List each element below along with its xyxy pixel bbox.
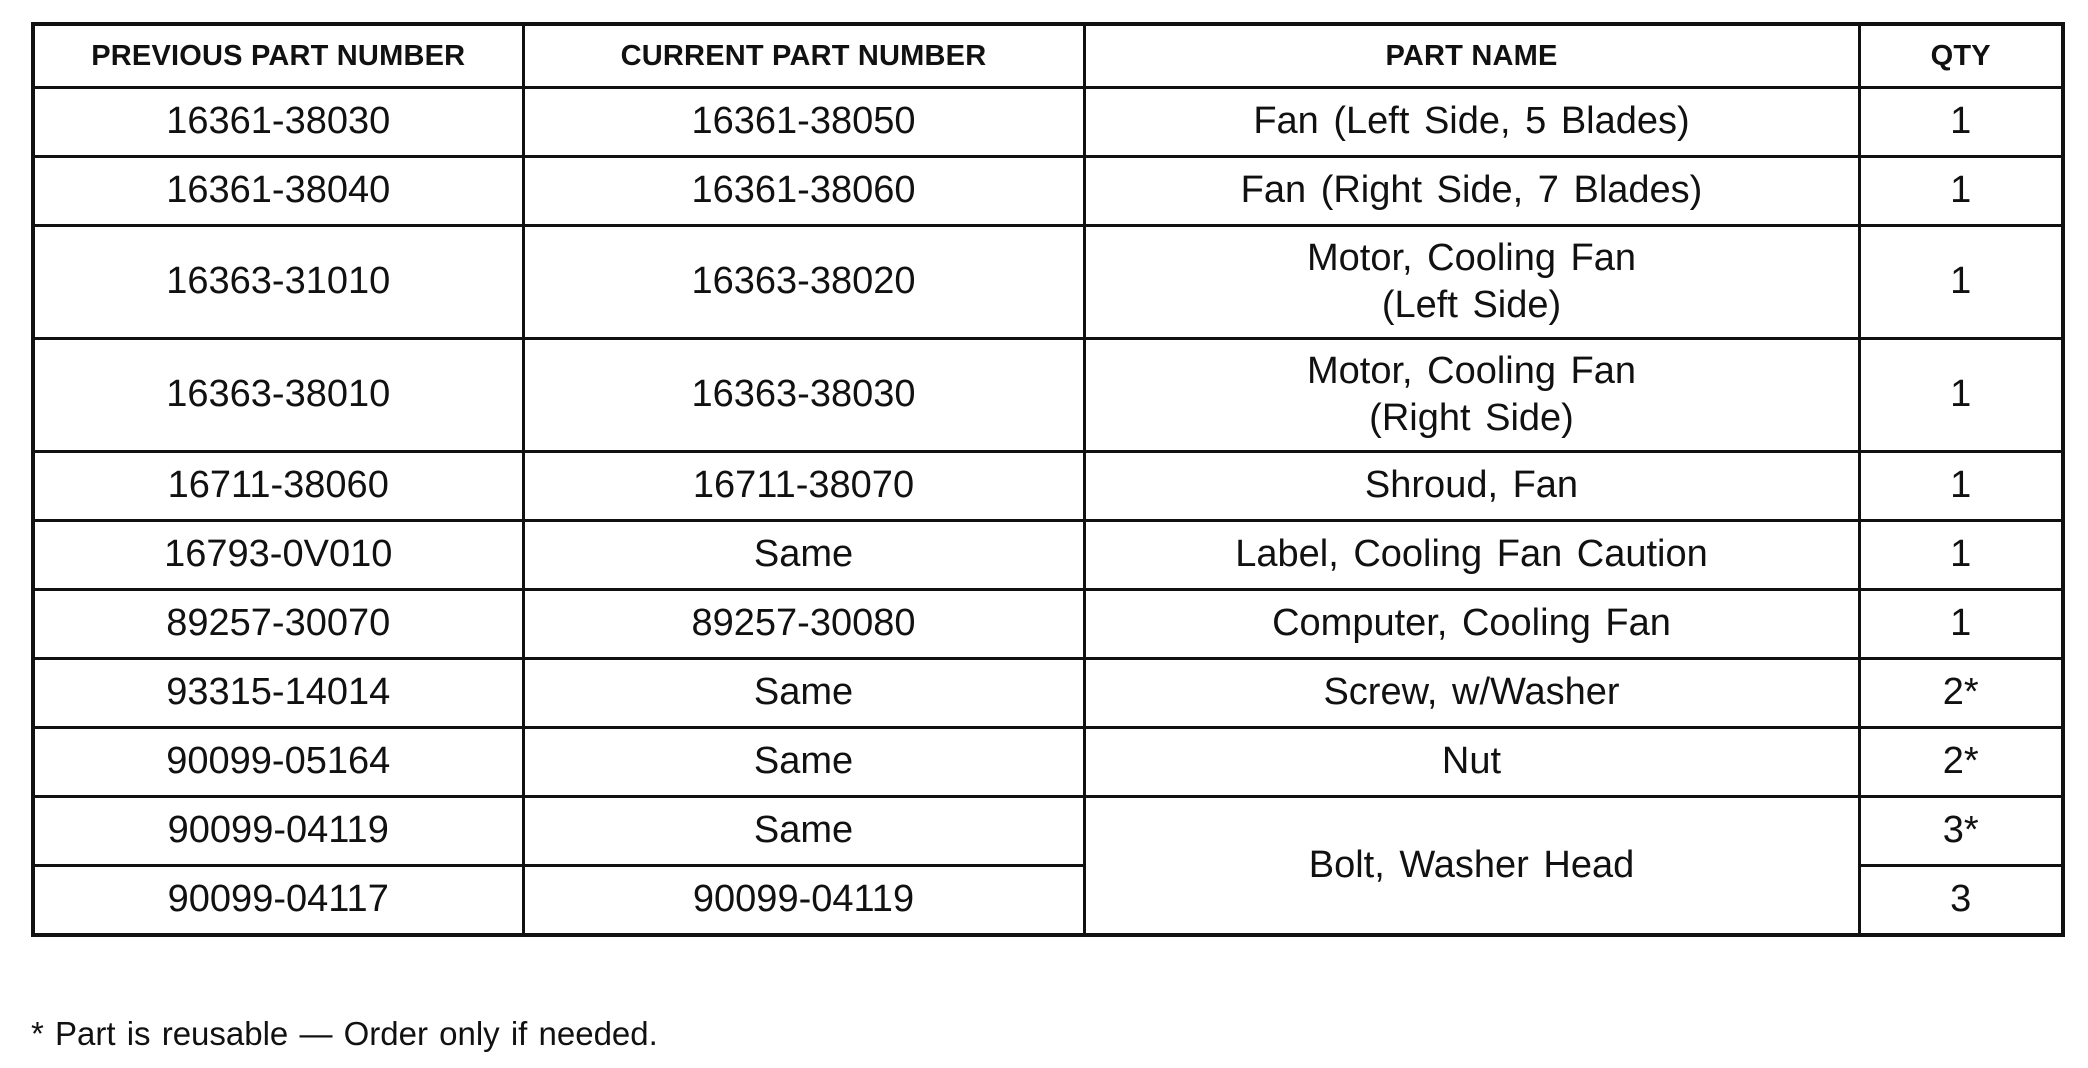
- part-name-line-2: (Right Side): [1369, 397, 1574, 439]
- current-part-number: 89257-30080: [523, 590, 1084, 659]
- table-row: [33, 452, 2063, 521]
- part-name: Screw, w/Washer: [1084, 659, 1859, 728]
- previous-part-number: 93315-14014: [33, 659, 523, 728]
- qty: 1: [1859, 339, 2063, 452]
- previous-part-number: 16361-38030: [33, 88, 523, 157]
- part-name: Nut: [1084, 728, 1859, 797]
- current-part-number: Same: [523, 659, 1084, 728]
- part-name: Shroud, Fan: [1084, 452, 1859, 521]
- part-name-line-1: Motor, Cooling Fan: [1306, 349, 1637, 392]
- part-name: [1084, 339, 1859, 452]
- table-row: [33, 157, 2063, 226]
- previous-part-number: 16711-38060: [33, 452, 523, 521]
- footnote: * Part is reusable — Order only if needed.: [31, 1015, 658, 1052]
- parts-table: [31, 22, 2065, 937]
- header-qty: QTY: [1859, 24, 2063, 88]
- table-row: [33, 339, 2063, 452]
- current-part-number: 16363-38030: [523, 339, 1084, 452]
- part-name: Bolt, Washer Head: [1084, 797, 1859, 935]
- header-part-name: PART NAME: [1084, 24, 1859, 88]
- header-current-part-number: CURRENT PART NUMBER: [523, 24, 1084, 88]
- current-part-number: 16711-38070: [523, 452, 1084, 521]
- previous-part-number: 16363-38010: [33, 339, 523, 452]
- part-name: Label, Cooling Fan Caution: [1084, 521, 1859, 590]
- qty: 1: [1859, 590, 2063, 659]
- table-row: [33, 226, 2063, 339]
- current-part-number: 16361-38050: [523, 88, 1084, 157]
- qty: 1: [1859, 88, 2063, 157]
- previous-part-number: 16363-31010: [33, 226, 523, 339]
- part-name-line-2: (Left Side): [1381, 284, 1562, 326]
- current-part-number: Same: [523, 521, 1084, 590]
- qty: 1: [1859, 521, 2063, 590]
- qty: 3: [1859, 866, 2063, 935]
- qty: 1: [1859, 157, 2063, 226]
- part-name: Computer, Cooling Fan: [1084, 590, 1859, 659]
- previous-part-number: 16361-38040: [33, 157, 523, 226]
- qty: 2*: [1859, 728, 2063, 797]
- table-row: [33, 88, 2063, 157]
- current-part-number: 16363-38020: [523, 226, 1084, 339]
- qty: 2*: [1859, 659, 2063, 728]
- table-row: [33, 659, 2063, 728]
- previous-part-number: 16793-0V010: [33, 521, 523, 590]
- table-row: [33, 728, 2063, 797]
- current-part-number: 90099-04119: [523, 866, 1084, 935]
- header-previous-part-number: PREVIOUS PART NUMBER: [33, 24, 523, 88]
- part-name: Fan (Left Side, 5 Blades): [1084, 88, 1859, 157]
- part-name-line-1: Motor, Cooling Fan: [1306, 236, 1637, 279]
- previous-part-number: 90099-05164: [33, 728, 523, 797]
- table-row: [33, 521, 2063, 590]
- qty: 1: [1859, 452, 2063, 521]
- table-row: [33, 590, 2063, 659]
- previous-part-number: 89257-30070: [33, 590, 523, 659]
- part-name: [1084, 226, 1859, 339]
- previous-part-number: 90099-04117: [33, 866, 523, 935]
- qty: 3*: [1859, 797, 2063, 866]
- table-row: [33, 797, 2063, 866]
- current-part-number: Same: [523, 797, 1084, 866]
- current-part-number: Same: [523, 728, 1084, 797]
- part-name: Fan (Right Side, 7 Blades): [1084, 157, 1859, 226]
- current-part-number: 16361-38060: [523, 157, 1084, 226]
- qty: 1: [1859, 226, 2063, 339]
- header-row: [33, 24, 2063, 88]
- previous-part-number: 90099-04119: [33, 797, 523, 866]
